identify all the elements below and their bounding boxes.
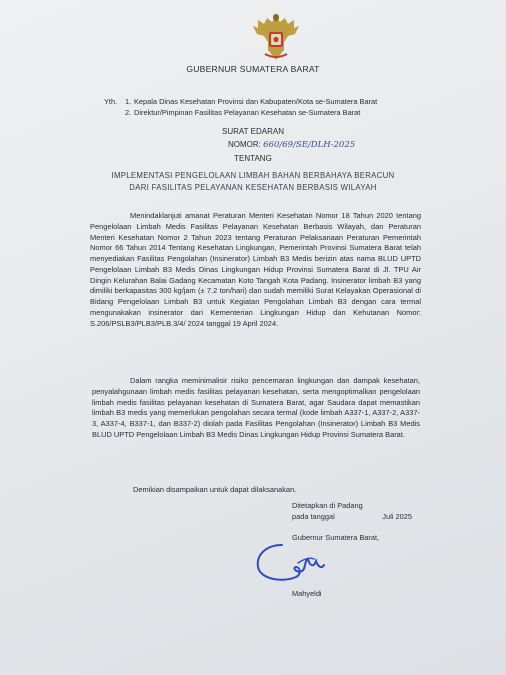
addressee-item: Kepala Dinas Kesehatan Provinsi dan Kabupaten/Kota se-Sumatera Barat [134,97,378,106]
closing-date [292,512,412,521]
addressee-item: Direktur/Pimpinan Fasilitas Pelayanan Kesehatan se-Sumatera Barat [134,108,361,117]
signer-name: Mahyeldi [292,589,322,598]
subject-line-2: DARI FASILITAS PELAYANAN KESEHATAN BERBASIS WILAYAH [129,183,377,192]
number-label: NOMOR: [228,140,261,149]
office-title: GUBERNUR SUMATERA BARAT [186,64,320,74]
letter-number [228,140,355,150]
body-paragraph-2: Dalam rangka meminimalisir risiko pencemaran lingkungan dan dampak kesehatan, penyalahgunaan limbah medis fasilitas pelayanan kesehatan, serta mengoptimalkan pengelolaan limbah medis fasilitas pelayanan kesehatan di Sumatera Barat, agar Saudara dapat memastikan limbah B3 medis yang memerlukan pengolahan secara termal (kode limbah A337-1, A337-2, A337-3, A337-4, B337-1, dan B337-2) diolah pada Fasilitas Pengolahan (Insinerator) Limbah B3 Medis BLUD UPTD Pengelolaan Limbah B3 Medis Dinas Lingkungan Hidup Provinsi Sumatera Barat. [92,376,420,439]
number-value: 660/69/SE/DLH-2025 [263,140,356,150]
addressee-num: 1. [125,97,132,106]
subject-line-1: IMPLEMENTASI PENGELOLAAN LIMBAH BAHAN BERBAHAYA BERACUN [111,171,395,180]
closing-position: Gubernur Sumatera Barat, [292,533,380,542]
addressee-block [104,96,504,118]
about-label: TENTANG [234,154,272,163]
closing-place: Ditetapkan di Padang [292,501,363,510]
date-value: Juli 2025 [382,512,412,521]
letter-type: SURAT EDARAN [222,127,284,136]
body-paragraph-3: Demikian disampaikan untuk dapat dilaksanakan. [133,485,297,494]
garuda-emblem-icon [249,10,303,62]
handwritten-signature-icon [252,537,332,587]
body-paragraph-1: Menindaklanjuti amanat Peraturan Menteri Kesehatan Nomor 18 Tahun 2020 tentang Pengelolaan Limbah Medis Fasilitas Pelayanan Kesehatan Berbasis Wilayah, dan Peraturan Menteri Kesehatan Nomor 2 Tahun 2023 tentang Peraturan Pelaksanaan Peraturan Pemerintah Nomor 66 Tahun 2014 Tentang Kesehatan Lingkungan, Pemerintah Provinsi Sumatera Barat telah menyediakan Fasilitas Pengolahan (Insinerator) Limbah B3 Medis berizin atas nama BLUD UPTD Pengelolaan Limbah B3 Medis Dinas Lingkungan Hidup Provinsi Sumatera Barat di Jl. TPU Air Dingin Kelurahan Balai Gadang Kecamatan Koto Tangah Kota Padang. Insinerator limbah B3 yang dimiliki berkapasitas 300 kg/jam (± 7.2 ton/hari) dan sudah memiliki Surat Kelayakan Operasional di Bidang Pengelolaan Limbah B3 untuk Kegiatan Pengolahan Limbah B3 dengan cara termal mengunakakan insinerator dari Kementerian Lingkungan Hidup dan Kehutanan Nomor: S.206/PSLB3/PLB3/PLB.3/4/ 2024 tanggal 19 April 2024. [90,211,421,328]
date-label: pada tanggal [292,512,335,521]
addressee-prefix: Yth. [104,97,118,106]
addressee-num: 2. [125,108,132,117]
